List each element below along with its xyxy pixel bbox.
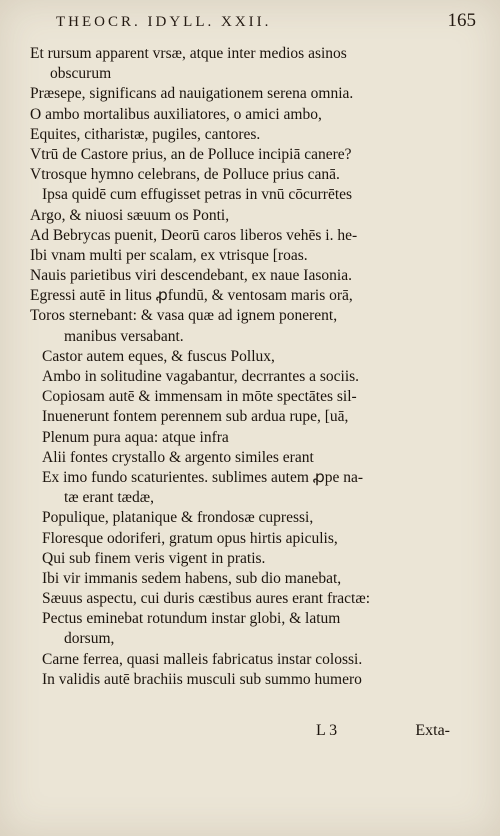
text-line: Argo, & niuosi sæuum os Ponti, <box>30 206 230 224</box>
text-line: Copiosam autē & immensam in mōte spectātes sil- <box>42 388 357 406</box>
text-line: Equites, citharistæ, pugiles, cantores. <box>30 125 261 143</box>
text-line: Carne ferrea, quasi malleis fabricatus instar colossi. <box>42 650 363 668</box>
page-header <box>56 10 476 38</box>
text-line: Ex imo fundo scaturientes. sublimes autem ꝓpe na- <box>42 468 364 486</box>
text-line: Et rursum apparent vrsæ, atque inter medios asinos <box>30 45 347 62</box>
text-line: O ambo mortalibus auxiliatores, o amici ambo, <box>30 105 322 123</box>
text-line: dorsum, <box>64 630 115 648</box>
page-footer <box>30 722 450 746</box>
text-line: In validis autē brachiis musculi sub summo humero <box>42 670 362 688</box>
text-line: Plenum pura aqua: atque infra <box>42 428 229 446</box>
text-line: Qui sub finem veris vigent in pratis. <box>42 549 266 567</box>
running-head: THEOCR. IDYLL. XXII. <box>56 14 272 30</box>
text-line: Pectus eminebat rotundum instar globi, & latum <box>42 610 341 628</box>
text-line: Ipsa quidē cum effugisset petras in vnū cōcurrētes <box>42 186 353 204</box>
page-number: 165 <box>447 10 476 31</box>
text-line: Egressi autē in litus ꝓfundū, & ventosam maris orā, <box>30 287 353 305</box>
text-line: Populique, platanique & frondosæ cupressi, <box>42 509 314 527</box>
text-line: manibus versabant. <box>64 327 184 345</box>
text-line: Ambo in solitudine vagabantur, decrrantes a sociis. <box>42 368 360 385</box>
signature-mark: L 3 <box>316 722 338 739</box>
text-line: Ibi vir immanis sedem habens, sub dio manebat, <box>42 569 342 587</box>
text-line: Alii fontes crystallo & argento similes erant <box>42 448 314 466</box>
catchword: Exta- <box>415 722 450 739</box>
text-line: obscurum <box>50 65 112 83</box>
text-line: Vtrū de Castore prius, an de Polluce incipiā canere? <box>30 145 352 163</box>
text-line: tæ erant tædæ, <box>64 489 154 507</box>
text-line: Ibi vnam multi per scalam, ex vtrisque [roas. <box>30 246 308 264</box>
text-line: Inuenerunt fontem perennem sub ardua rupe, [uā, <box>42 408 349 426</box>
text-block <box>30 44 450 690</box>
text-line: Præsepe, significans ad nauigationem serena omnia. <box>30 85 354 103</box>
text-line: Sæuus aspectu, cui duris cæstibus aures erant fractæ: <box>42 590 371 608</box>
text-line: Floresque odoriferi, gratum opus hirtis apiculis, <box>42 529 338 547</box>
text-line: Nauis parietibus viri descendebant, ex naue Iasonia. <box>30 267 352 285</box>
text-line: Castor autem eques, & fuscus Pollux, <box>42 347 275 365</box>
text-line: Toros sternebant: & vasa quæ ad ignem ponerent, <box>30 307 338 325</box>
text-line: Vtrosque hymno celebrans, de Polluce prius canā. <box>30 166 340 184</box>
text-line: Ad Bebrycas puenit, Deorū caros liberos vehēs i. he- <box>30 226 358 244</box>
